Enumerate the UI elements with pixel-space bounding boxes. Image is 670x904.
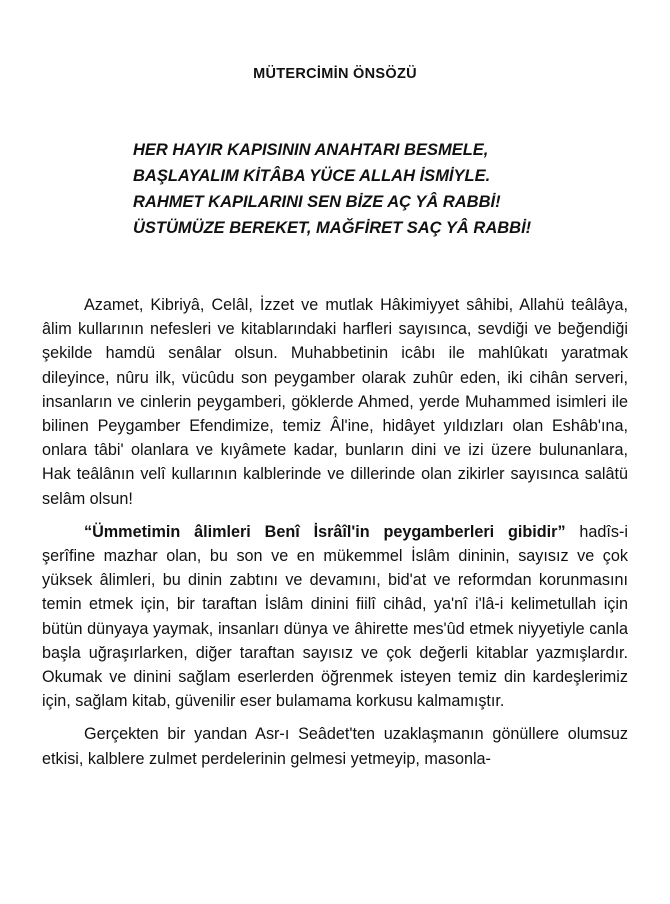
poem-line: BAŞLAYALIM KİTÂBA YÜCE ALLAH İSMİYLE.: [133, 167, 491, 185]
page-title: MÜTERCİMİN ÖNSÖZÜ: [253, 66, 417, 82]
poem-line: HER HAYIR KAPISININ ANAHTARI BESMELE,: [133, 141, 489, 159]
poem-line: RAHMET KAPILARINI SEN BİZE AÇ YÂ RABBİ!: [133, 193, 501, 211]
paragraph-text: hadîs-i şerîfine mazhar olan, bu son ve en mükemmel İslâm dininin, sayısız ve çok yüksek âlimleri, bu dinin zabtını ve devamını, bid'at ve reformdan korunmasını temin etmek için, bir taraftan İslâm dinini fiilî cihâd, ya'nî i'lâ-i kelimetullah için bütün dünyaya yaymak, insanları dünya ve âhirette mes'ûd etmek niyyetiyle canla başla uğraşırlarken, diğer taraftan sayısız ve çok değerli kitablar yazmışlardır. Okumak ve dinini sağlam eserlerden öğrenmek isteyen temiz din kardeşlerimiz için, sağlam kitab, güvenilir eser bulamama korkusu kalmamıştır.: [42, 522, 628, 711]
paragraph: Gerçekten bir yandan Asr-ı Seâdet'ten uzaklaşmanın gönüllere olumsuz etkisi, kalblere zulmet perdelerinin gelmesi yetmeyip, masonla-: [42, 725, 628, 768]
hadith-quote: “Ümmetimin âlimleri Benî İsrâîl'in peygamberleri gibidir”: [84, 522, 566, 541]
opening-poem: [133, 137, 633, 241]
paragraph: Azamet, Kibriyâ, Celâl, İzzet ve mutlak Hâkimiyyet sâhibi, Allahü teâlâya, âlim kullarının nefesleri ve kitablarındaki harfleri sayısınca, sevdiği ve beğendiği şekilde hamdü senâlar olsun. Muhabbetinin icâbı ile mahlûkatı yaratmak dileyince, nûru ilk, vücûdu son peygamber olarak zuhûr eden, iki cihân serveri, insanların ve cinlerin peygamberi, göklerde Ahmed, yerde Muhammed isimleri ile bilinen Peygamber Efendimize, temiz Âl'ine, hidâyet yıldızları olan Eshâb'ına, onlara tâbi' olanlara ve kıyâmete kadar, bunların dini ve izi üzere bulunanlara, Hak teâlânın velî kullarının kalblerinde ve dillerinde olan zikirler sayısınca salâtü selâm olsun!: [42, 296, 628, 508]
paragraph: [42, 520, 628, 714]
poem-line: ÜSTÜMÜZE BEREKET, MAĞFİRET SAÇ YÂ RABBİ!: [133, 219, 532, 237]
body-text: [42, 293, 628, 780]
